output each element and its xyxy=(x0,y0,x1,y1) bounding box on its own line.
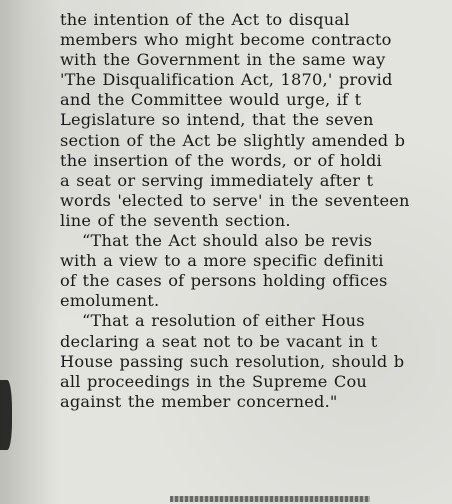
text-line-9: a seat or serving immediately after t xyxy=(60,170,374,190)
text-line-6: Legislature so intend, that the seven xyxy=(60,110,374,130)
text-line-8: the insertion of the words, or of holdi xyxy=(60,150,382,170)
text-line-13: with a view to a more specific definiti xyxy=(60,251,384,271)
article-text xyxy=(60,10,452,412)
text-line-20: against the member concerned." xyxy=(60,391,338,411)
text-line-14: of the cases of persons holding offices xyxy=(60,271,388,291)
text-line-17: declaring a seat not to be vacant in t xyxy=(60,331,378,351)
text-line-16: “That a resolution of either Hous xyxy=(82,311,365,331)
text-line-10: words 'elected to serve' in the seventeen xyxy=(60,190,410,210)
text-line-7: section of the Act be slightly amended b xyxy=(60,130,406,150)
column-rule xyxy=(170,496,370,502)
ink-blot xyxy=(0,380,12,450)
text-line-2: members who might become contracto xyxy=(60,30,392,50)
text-line-3: with the Government in the same way xyxy=(60,50,386,70)
text-line-19: all proceedings in the Supreme Cou xyxy=(60,371,368,391)
text-line-1: the intention of the Act to disqual xyxy=(60,10,350,29)
text-line-5: and the Committee would urge, if t xyxy=(60,90,362,110)
text-line-4: 'The Disqualification Act, 1870,' provid xyxy=(60,70,393,90)
text-line-18: House passing such resolution, should b xyxy=(60,351,405,371)
text-line-11: line of the seventh section. xyxy=(60,210,291,230)
text-line-12: “That the Act should also be revis xyxy=(82,231,373,251)
text-line-15: emolument. xyxy=(60,291,160,311)
